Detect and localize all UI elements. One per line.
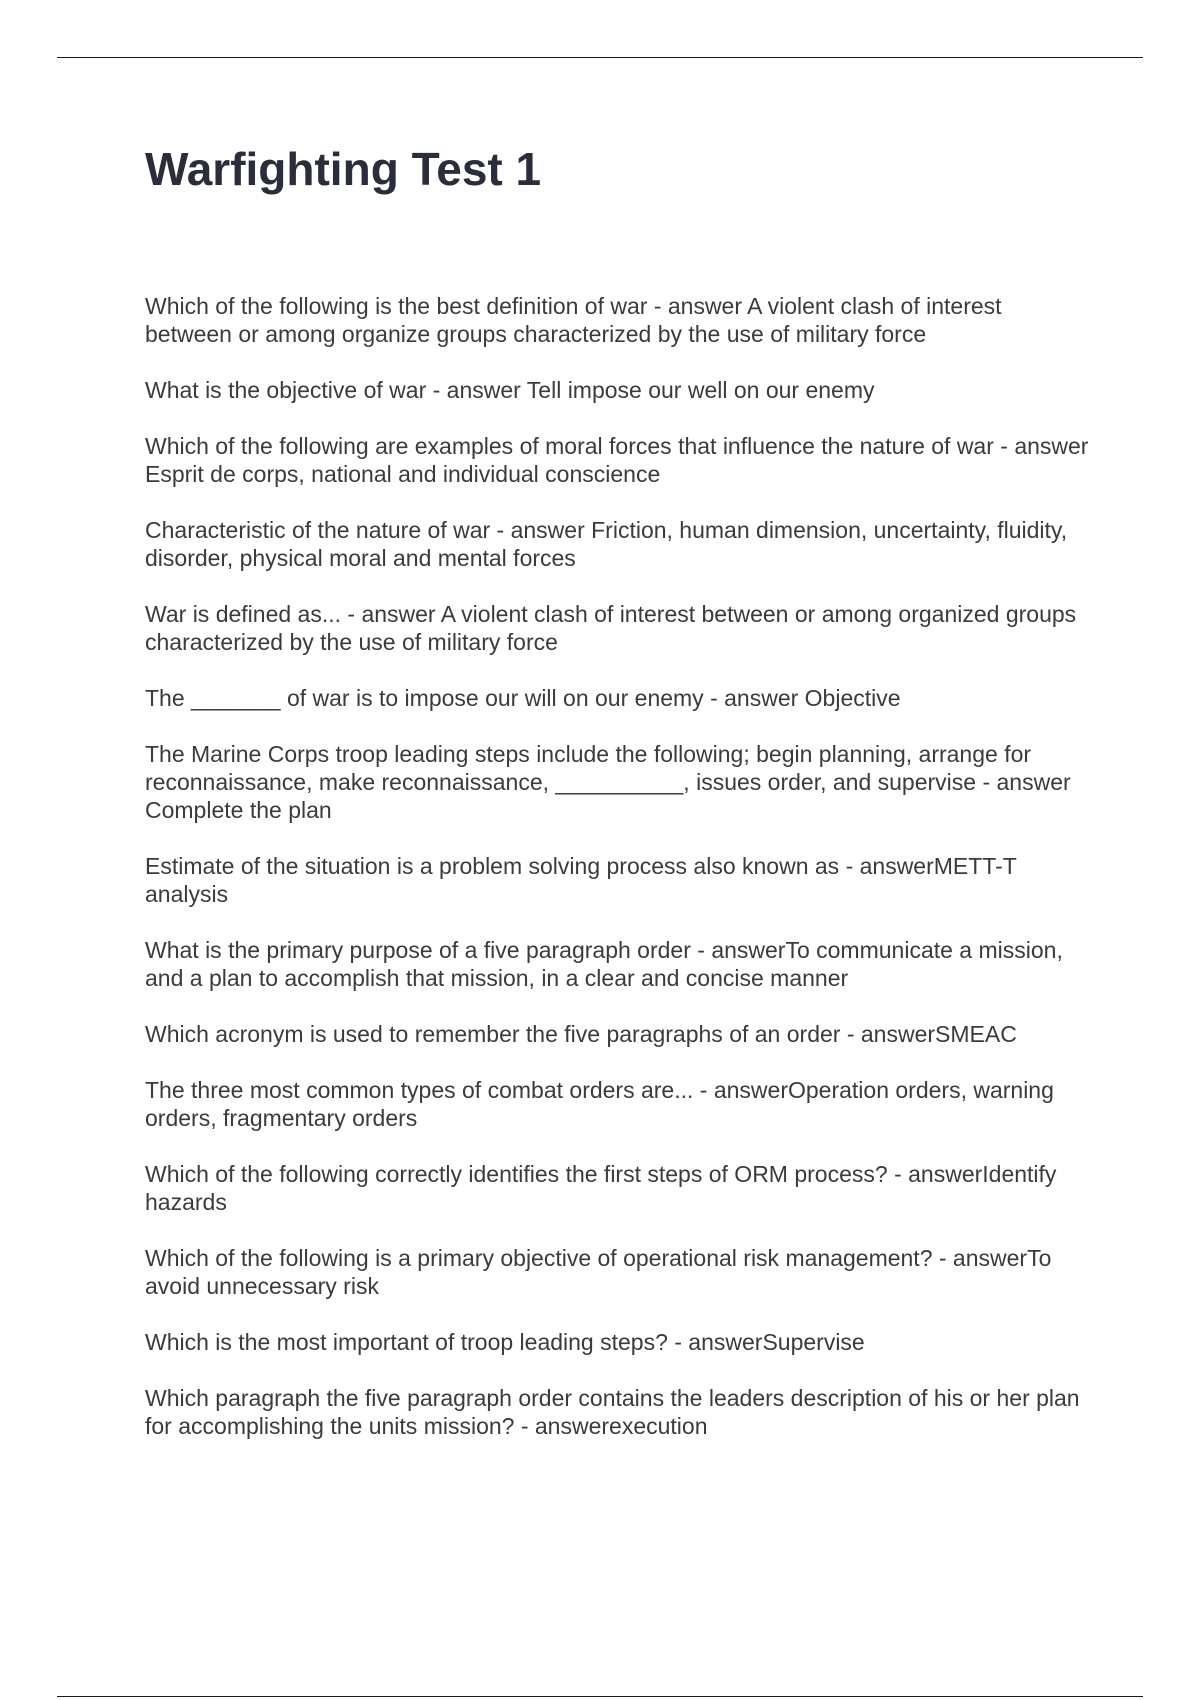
qa-item: Characteristic of the nature of war - answer Friction, human dimension, uncertainty, fluidity, disorder, physical moral and mental forces [145,517,1068,572]
qa-item: Which of the following are examples of moral forces that influence the nature of war - answer Esprit de corps, national and individual conscience [145,433,1089,488]
qa-item: Which of the following is the best definition of war - answer A violent clash of interest between or among organize groups characterized by the use of military force [145,293,1002,348]
qa-item: The Marine Corps troop leading steps include the following; begin planning, arrange for reconnaissance, make reconnaissance, __________, issues order, and supervise - answer Complete the plan [145,741,1071,824]
qa-item: Which paragraph the five paragraph order contains the leaders description of his or her plan for accomplishing the units mission? - answerexecution [145,1385,1080,1440]
qa-item: Which of the following correctly identifies the first steps of ORM process? - answerIdentify hazards [145,1161,1057,1216]
qa-item: What is the primary purpose of a five paragraph order - answerTo communicate a mission, and a plan to accomplish that mission, in a clear and concise manner [145,937,1063,992]
qa-item: What is the objective of war - answer Tell impose our well on our enemy [145,377,875,404]
qa-item: Which is the most important of troop leading steps? - answerSupervise [145,1329,865,1356]
bottom-rule [57,1696,1143,1697]
qa-item: War is defined as... - answer A violent clash of interest between or among organized groups characterized by the use of military force [145,601,1077,656]
qa-item: Which acronym is used to remember the five paragraphs of an order - answerSMEAC [145,1021,1017,1048]
qa-list [145,292,1090,1440]
top-rule [57,57,1143,58]
qa-item: Estimate of the situation is a problem solving process also known as - answerMETT-T analysis [145,853,1017,908]
qa-item: The three most common types of combat orders are... - answerOperation orders, warning orders, fragmentary orders [145,1077,1054,1132]
document-title: Warfighting Test 1 [145,143,542,195]
qa-item: Which of the following is a primary objective of operational risk management? - answerTo avoid unnecessary risk [145,1245,1052,1300]
document-body [145,142,1090,1468]
qa-item: The _______ of war is to impose our will on our enemy - answer Objective [145,685,901,712]
